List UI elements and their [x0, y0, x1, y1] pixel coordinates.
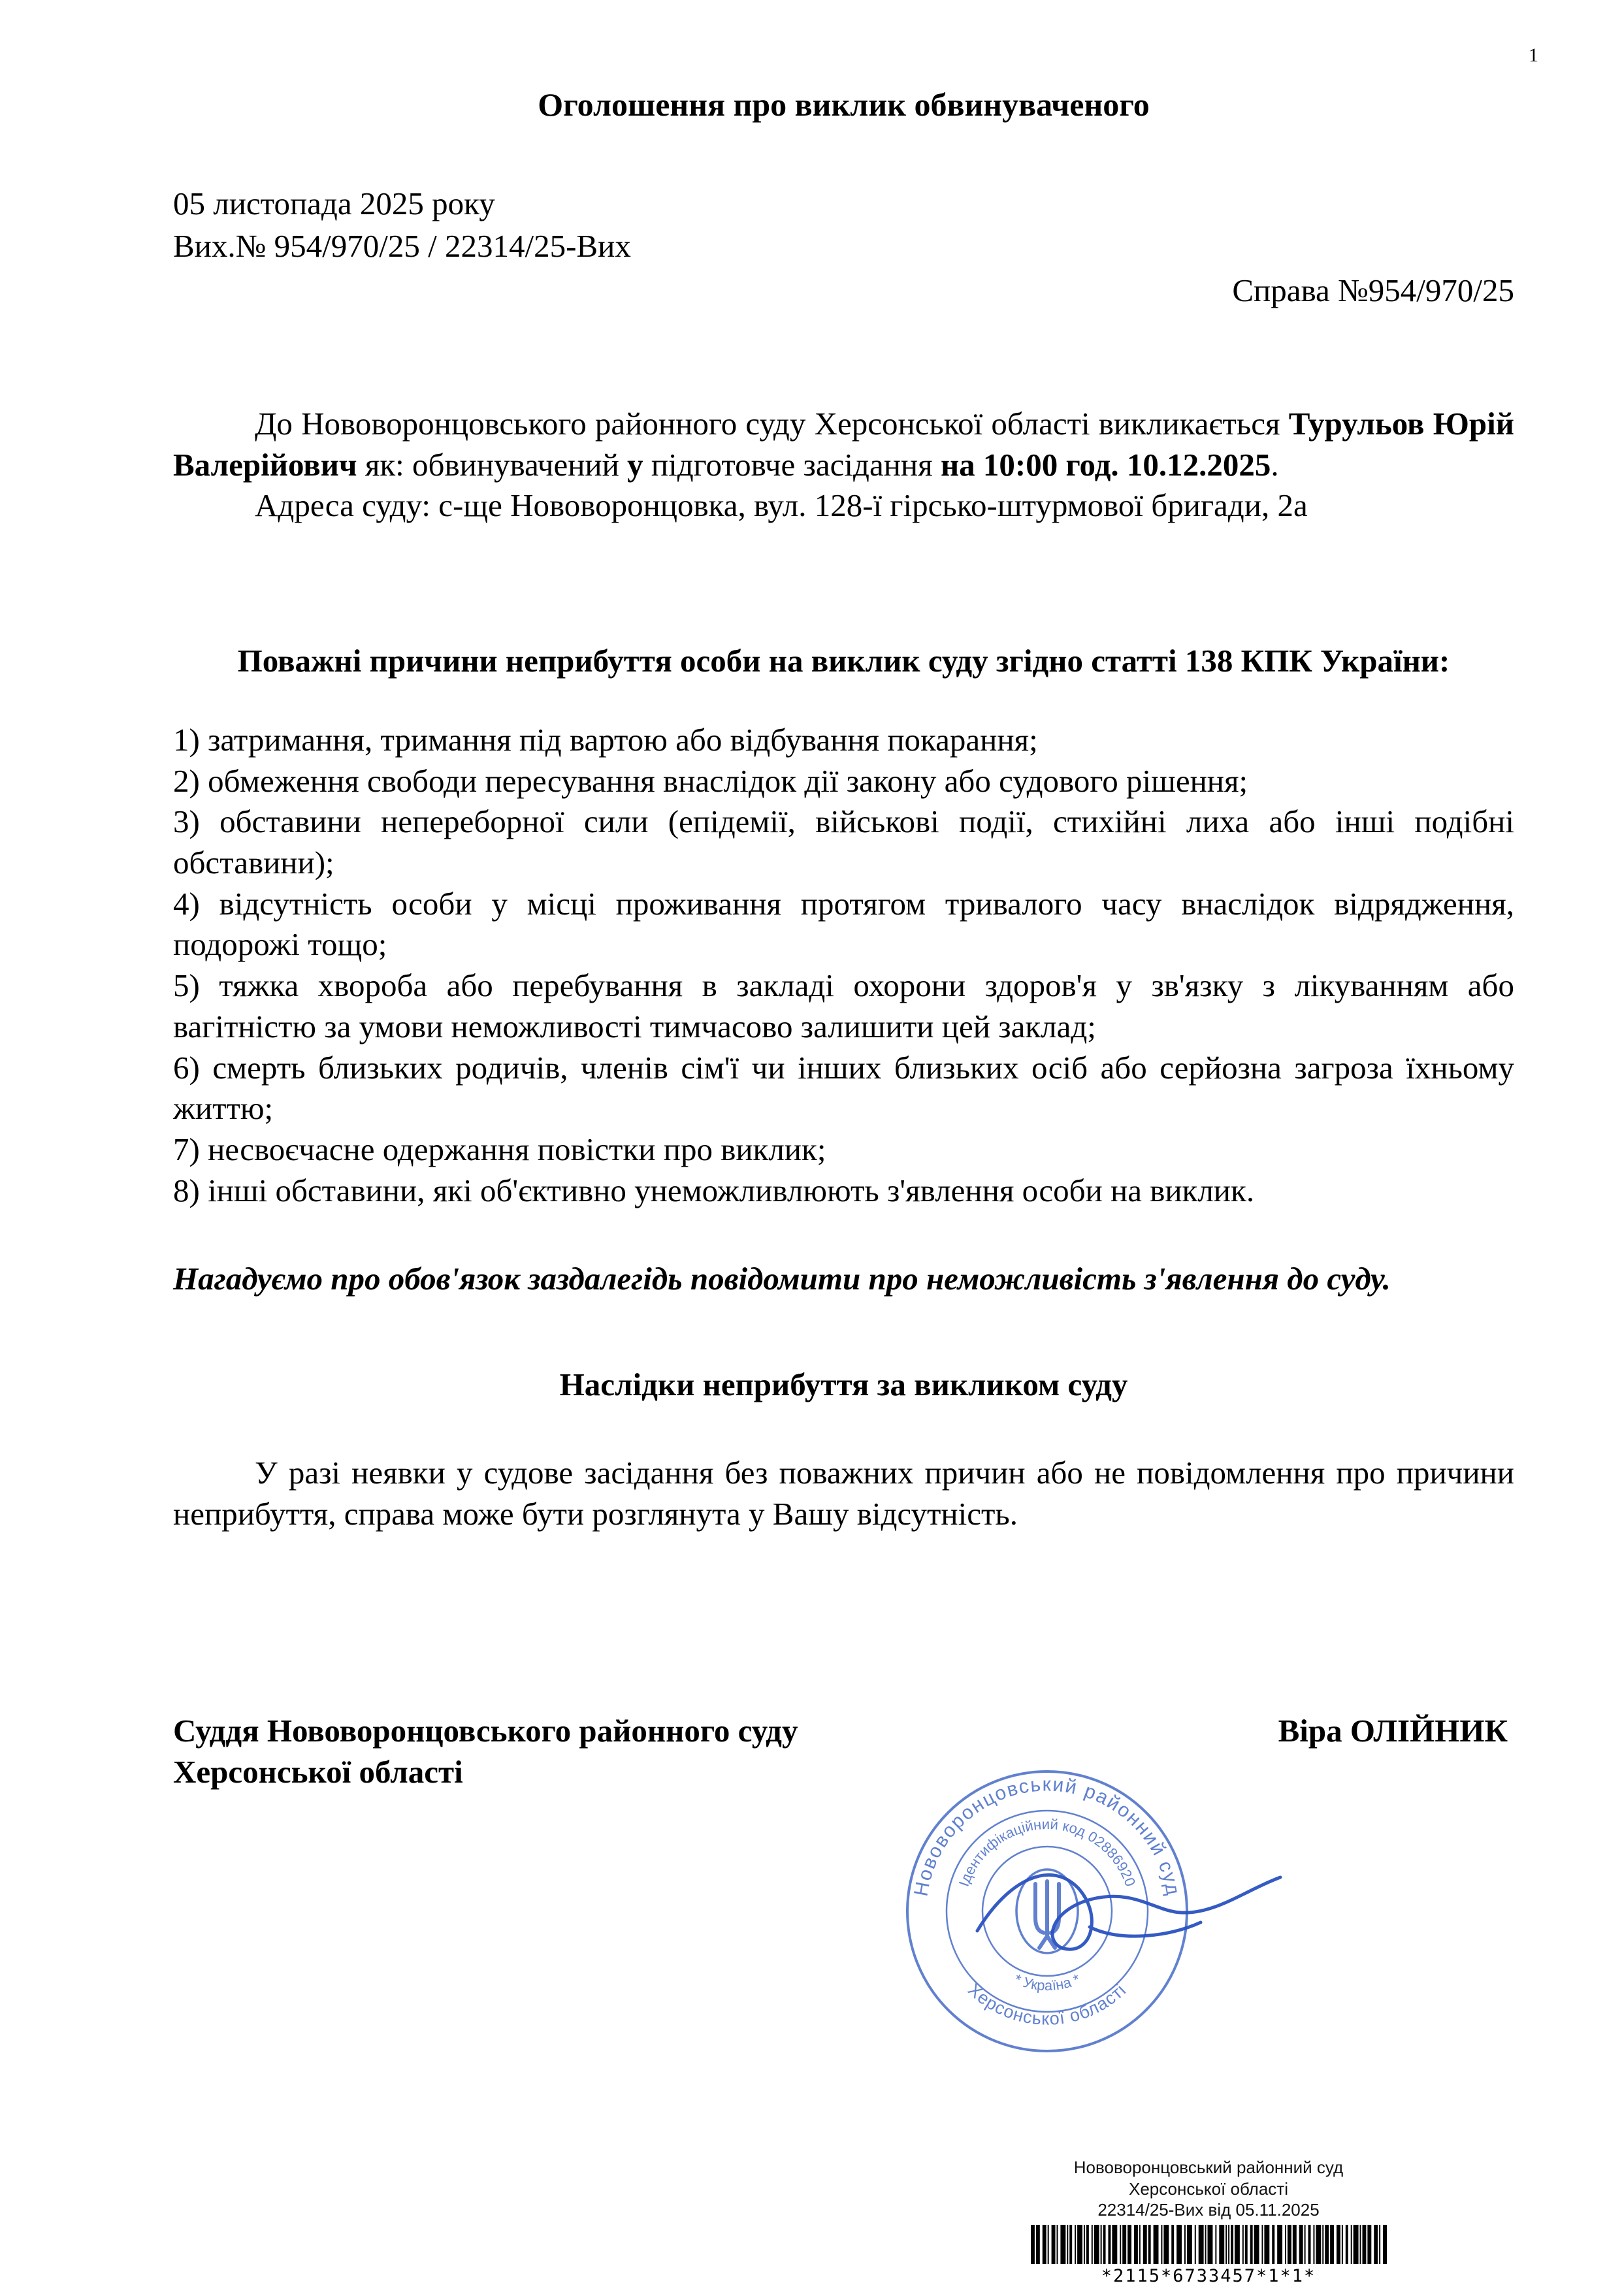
stamp-country-text: * Україна *	[1012, 1971, 1082, 1994]
svg-text:Херсонської області	[964, 1980, 1130, 2029]
reasons-list	[173, 720, 1514, 1212]
judge-signature	[977, 1875, 1280, 1949]
summons-person-name: Турульов Юрій Валерійович	[173, 406, 1514, 483]
reason-item: 4) відсутність особи у місці проживання протягом тривалого часу внаслідок відрядження, подорожі тощо;	[173, 885, 1514, 963]
stamp-ring-bottom-text: Херсонської області	[964, 1979, 1130, 2029]
footer-court-name-line2: Херсонської області	[1129, 2178, 1288, 2199]
summons-datetime: на 10:00 год. 10.12.2025	[940, 446, 1271, 483]
summons-role: як: обвинувачений	[357, 446, 628, 483]
summons-tail: .	[1271, 446, 1279, 483]
stamp-middle-ring	[947, 1811, 1148, 2012]
document-title: Оголошення про виклик обвинуваченого	[538, 86, 1150, 123]
document-meta	[173, 183, 1514, 312]
judge-title: Суддя Нововоронцовського районного суду Херсонської області	[173, 1713, 798, 1790]
trident-shield-outline	[1016, 1869, 1078, 1953]
summons-paragraph	[173, 404, 1514, 485]
consequences-heading: Наслідки неприбуття за викликом суду	[559, 1366, 1128, 1403]
reminder-note: Нагадуємо про обов'язок заздалегідь повідомити про неможливість з'явлення до суду.	[173, 1260, 1391, 1297]
trident-icon	[1035, 1881, 1059, 1948]
summons-session-type: підготовче засідання	[643, 446, 941, 483]
outgoing-ref-line: Вих.№ 954/970/25 / 22314/25-Вих	[173, 227, 631, 264]
stamp-ring-top-text: Нововоронцовський районний суд	[910, 1773, 1184, 1898]
summons-intro: До Нововоронцовського районного суду Херсонської області викликається	[255, 406, 1289, 442]
svg-text:* Україна *	[1012, 1971, 1082, 1994]
judge-name: Віра ОЛІЙНИК	[1278, 1713, 1508, 1749]
footer-court-name-line1: Нововоронцовський районний суд	[1073, 2158, 1344, 2177]
stamp-graphic	[907, 1771, 1187, 2051]
svg-text:Ідентифікаційний код 02886920	[956, 1816, 1139, 1888]
footer-registration-ref: 22314/25-Вих від 05.11.2025	[1097, 2200, 1320, 2220]
valid-reasons-heading: Поважні причини неприбуття особи на виклик суду згідно статті 138 КПК України:	[237, 643, 1450, 679]
signature-block	[173, 1711, 1514, 1792]
court-stamp	[894, 1756, 1351, 2069]
barcode	[1019, 2225, 1398, 2264]
court-address: Адреса суду: с-ще Нововоронцовка, вул. 128-ї гірсько-штурмової бригади, 2а	[255, 487, 1308, 524]
stamp-inner-ring	[982, 1847, 1112, 1976]
reason-item: 6) смерть близьких родичів, членів сім'ї чи інших близьких осіб або серйозна загроза їхньому життю;	[173, 1049, 1514, 1127]
summons-in-word: у	[627, 446, 643, 483]
date-line: 05 листопада 2025 року	[173, 186, 495, 221]
case-number: Справа №954/970/25	[1232, 272, 1514, 309]
barcode-text: *2115*6733457*1*1*	[1101, 2265, 1316, 2286]
reason-item: 5) тяжка хвороба або перебування в закладі охорони здоров'я у зв'язку з лікуванням або вагітністю за умови неможливості тимчасово залишити цей заклад;	[173, 967, 1514, 1044]
page-number: 1	[1529, 44, 1538, 66]
registration-footer	[1019, 2157, 1398, 2287]
stamp-id-code-text: Ідентифікаційний код 02886920	[955, 1816, 1139, 1889]
stamp-outer-ring	[907, 1771, 1187, 2051]
reason-item: 1) затримання, тримання під вартою або відбування покарання;	[173, 721, 1038, 758]
reason-item: 2) обмеження свободи пересування внаслідок дії закону або судового рішення;	[173, 762, 1248, 799]
consequences-paragraph: У разі неявки у судове засідання без поважних причин або не повідомлення про причини неприбуття, справа може бути розглянута у Вашу відсутність.	[173, 1454, 1514, 1532]
reason-item: 3) обставини непереборної сили (епідемії, військові події, стихійні лиха або інші подібні обставини);	[173, 803, 1514, 881]
reason-item: 8) інші обставини, які об'єктивно унеможливлюють з'явлення особи на виклик.	[173, 1172, 1255, 1208]
reason-item: 7) несвоєчасне одержання повістки про виклик;	[173, 1131, 826, 1168]
